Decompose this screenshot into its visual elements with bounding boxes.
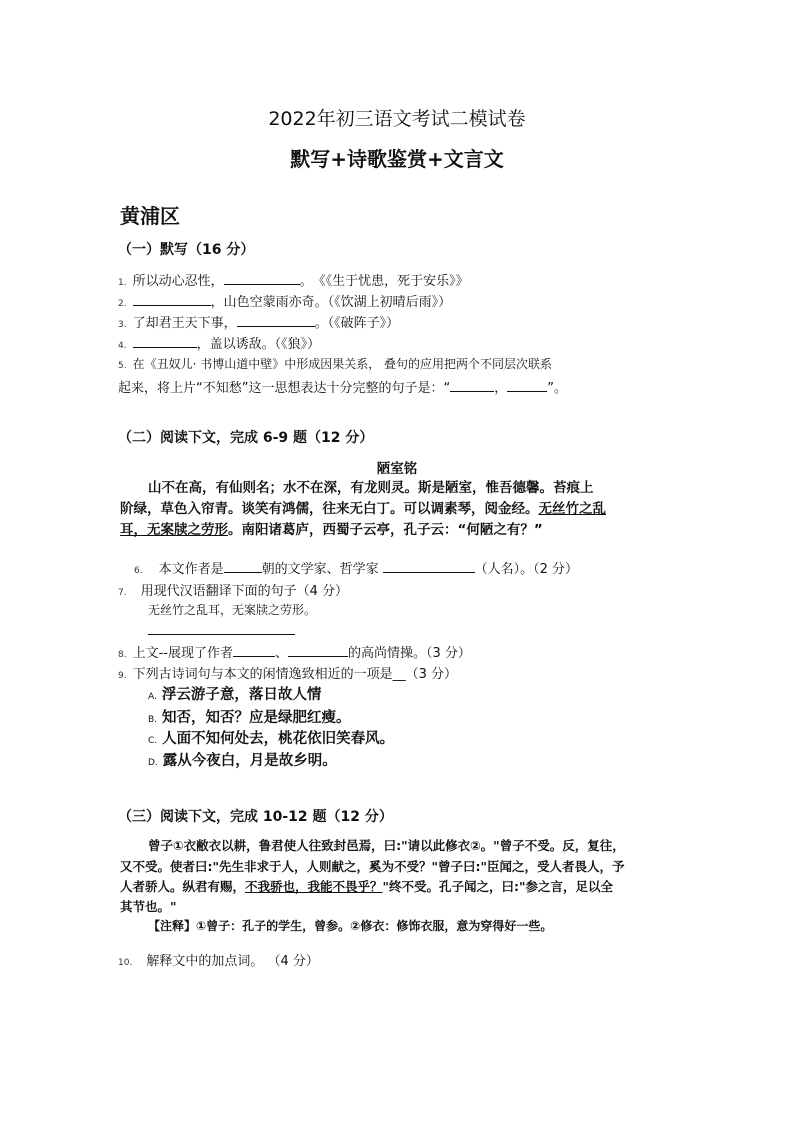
option-text: 露从今夜白，月是故乡明。 [162,753,337,769]
question-10 [118,950,319,969]
question-text: 解释文中的加点词。 （4 分） [146,954,319,969]
option-letter: D. [148,758,158,768]
question-text: ，山色空蒙雨亦奇。（《饮湖上初晴后雨》） [210,295,452,310]
answer-blank[interactable] [233,644,275,657]
answer-blank[interactable] [133,335,197,348]
question-text: 起来，将上片“不知愁”这一思想表达十分完整的句子是：“ [118,381,451,396]
question-3 [118,312,399,331]
answer-blank[interactable] [383,560,475,573]
question-number: 2. [118,299,127,309]
option-d[interactable] [148,749,337,770]
question-text: ”。 [547,381,567,396]
question-text: 、 [274,646,288,661]
question-text: 下列古诗词句与本文的闲情逸致相近的一项是__（3 分） [132,667,457,682]
question-7 [118,580,348,599]
passage-text: 人者骄人。纵君有赐， [120,879,246,894]
answer-line[interactable] [148,634,295,635]
question-4 [118,333,320,352]
question-text: ，盖以诱敌。（《狼》） [196,337,321,352]
passage-line: 山不在高，有仙则名；水不在深，有龙则灵。斯是陋室，惟吾德馨。苔痕上 [148,480,594,496]
annotation-note: 【注释】①曾子：孔子的学生，曾参。②修衣：修饰衣服，意为穿得好一些。 [148,919,553,933]
answer-blank[interactable] [224,560,262,573]
question-number: 5. [118,361,127,371]
underlined-sentence: 不我骄也，我能不畏乎？ [245,879,383,894]
passage-text: 阶绿，草色入帘青。谈笑有鸿儒，往来无白丁。可以调素琴，阅金经。 [120,501,539,517]
question-text: 所以动心忍性， [132,274,224,289]
question-8 [118,642,471,661]
question-number: 9. [118,671,127,681]
underlined-sentence: 耳，无案牍之劳形 [120,522,228,538]
question-text: 了却君王天下事， [132,316,237,331]
question-text: 朝的文学家、哲学家 [261,562,379,577]
question-2 [118,291,451,310]
passage-line [120,497,606,517]
section2-heading: （二）阅读下文，完成 6-9 题（12 分） [118,430,374,446]
question-text: 用现代汉语翻译下面的句子（4 分） [140,584,348,599]
option-letter: B. [148,715,158,725]
question-text: （人名）。（2 分） [474,562,579,577]
page-subtitle: 默写+诗歌鉴赏+文言文 [290,147,504,171]
question-5-line1 [118,355,552,372]
question-text: 。 《《生于忧患，死于安乐》》 [299,274,469,289]
answer-blank[interactable] [288,644,348,657]
option-b[interactable] [148,706,351,727]
question-text: 本文作者是 [158,562,224,577]
question-text: 上文--展现了作者 [132,646,233,661]
answer-blank[interactable] [224,272,300,285]
section1-heading: （一）默写（16 分） [118,242,255,258]
passage-line [120,877,613,895]
option-letter: A. [148,692,157,702]
question-1 [118,270,469,289]
passage-text: 。南阳诸葛庐，西蜀子云亭，孔子云：“何陋之有？” [228,522,543,538]
answer-blank[interactable] [507,379,547,392]
question-number: 4. [118,341,127,351]
answer-blank[interactable] [450,379,494,392]
option-text: 浮云游子意，落日故人情 [161,687,322,703]
option-a[interactable] [148,683,321,704]
question-text: ， [494,381,508,396]
passage-text: "终不受。孔子闻之，曰:"参之言，足以全 [382,879,614,894]
option-text: 人面不知何处去，桃花依旧笑春风。 [162,731,395,747]
question-number: 1. [118,278,127,288]
answer-blank[interactable] [133,293,211,306]
question-text: 在《丑奴儿· 书博山道中壁》中形成因果关系， 叠句的应用把两个不同层次联系 [132,357,553,371]
passage-line: 其节也。" [120,899,177,914]
option-text: 知否，知否？应是绿肥红瘦。 [162,710,351,726]
passage-line: 又不受。使者曰:"先生非求于人，人则献之，奚为不受？"曾子曰:"臣闻之，受人者畏人，予 [120,859,625,874]
answer-blank[interactable] [237,314,315,327]
question-text: 的高尚情操。（3 分） [348,646,471,661]
passage-title: 陋室铭 [376,461,418,477]
underlined-sentence: 无丝竹之乱 [538,501,606,517]
question-number: 10. [118,958,133,968]
passage-line [120,518,543,538]
question-6 [134,558,578,577]
question-9 [118,663,457,682]
district-heading: 黄浦区 [120,204,180,228]
option-c[interactable] [148,727,394,748]
question-number: 3. [118,320,127,330]
page-title: 2022年初三语文考试二模试卷 [268,108,526,130]
section3-heading: （三）阅读下文，完成 10-12 题（12 分） [118,809,393,825]
passage-line: 曾子①衣敝衣以耕，鲁君使人往致封邑焉，曰:"请以此修衣②。"曾子不受。反，复往， [148,838,625,853]
question-text: 。（《破阵子》） [314,316,400,331]
question-5-line2 [118,377,567,396]
option-letter: C. [148,736,158,746]
question-number: 7. [118,588,127,598]
question-number: 8. [118,650,127,660]
question-number: 6. [134,566,143,576]
question-7-quote: 无丝竹之乱耳，无案牍之劳形。 [148,603,317,617]
